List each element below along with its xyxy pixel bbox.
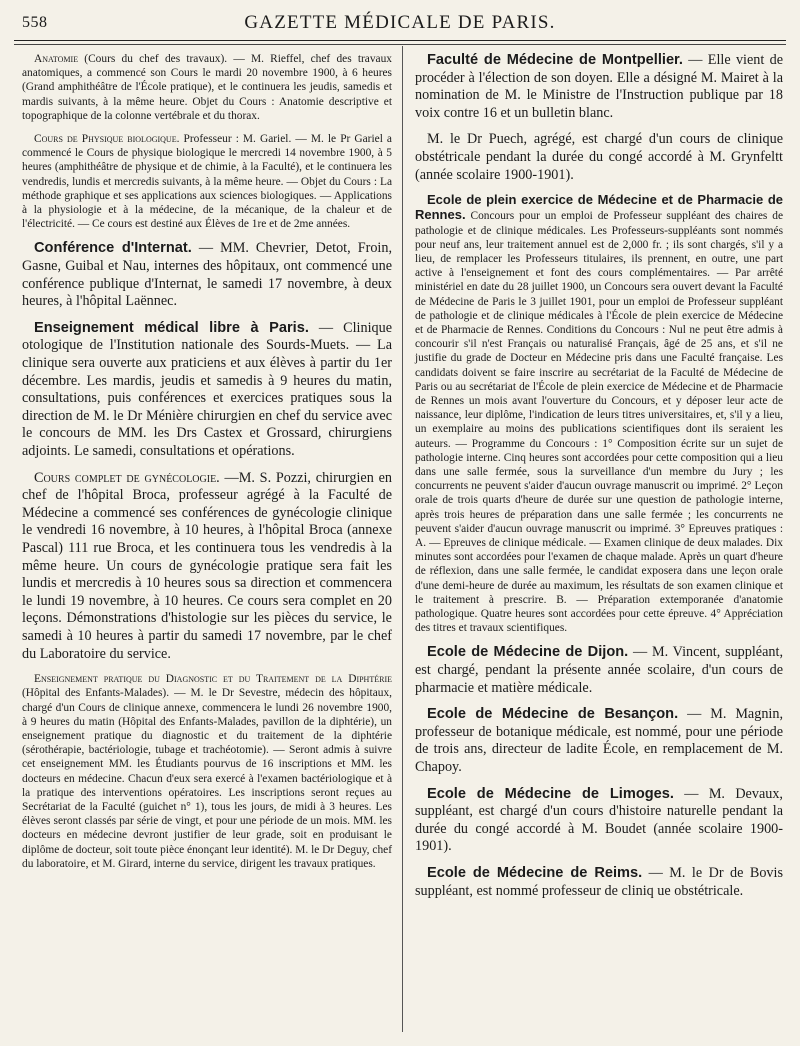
page-header — [14, 10, 786, 40]
article-anatomie — [22, 52, 392, 123]
article-body: — M. Vincent, suppléant, est chargé, pendant la présente année scolaire, d'un cours de pharmacie et matière médicale. — [415, 644, 783, 696]
article-gynecologie — [22, 470, 392, 664]
page-number: 558 — [22, 14, 48, 31]
article-heading: Ecole de Médecine de Besançon. — [427, 706, 679, 723]
article-heading: Anatomie — [34, 53, 79, 65]
article-heading: Ecole de plein exercice de Médecine et de Pharmacie de Rennes. — [415, 192, 783, 223]
article-body: (Cours du chef des travaux). — M. Rieffel, chef des travaux anatomiques, a commencé son Cours le mardi 20 novembre 1900, à 6 heures (Grand amphithéâtre de l'École pratique), et le continuera les jeudis, samedis et mardis suivants, à la même heure. Objet du Cours : Anatomie descriptive et topographique de la colonne vertébrale et du thorax. — [22, 53, 392, 122]
article-montpellier — [415, 52, 783, 122]
article-body: — MM. Chevrier, Detot, Froin, Gasne, Guibal et Nau, internes des hôpitaux, ont commencé une conférence publique d'Internat, le samedi 17 novembre, à deux heures, à l'hôpital Laënnec. — [22, 240, 393, 310]
article-diphterie — [22, 672, 392, 871]
article-conference-internat — [22, 240, 392, 310]
header-rule — [14, 40, 786, 41]
article-reims — [415, 865, 783, 900]
article-body: Concours pour un emploi de Professeur suppléant des chaires de pathologie et de clinique médicales. Les Professeurs-suppléants sont nommés pour neuf ans, leur traitement annuel est de 2,000 fr. ; ils sont chargés, s'il y a lieu, de remplacer les Professeurs titulaires, ils prennent, en outre, une part active à l'enseignement et font des cours complémentaires. — Par arrêté ministériel en date du 28 juillet 1900, un Concours sera ouvert devant la Faculté de Médecine de Paris le 3 juillet 1901, pour un emploi de Professeur suppléant de pathologie et de clinique médicales à l'École de plein exercice de Médecine et de Pharmacie de Rennes. Conditions du Concours : Nul ne peut être admis à concourir s'il n'est Français ou naturalisé Français, âgé de 25 ans, et s'il ne justifie du grade de Docteur en Médecine pris dans une Faculté française. Les candidats doivent se faire inscrire au secrétariat de la Faculté de Médecine de Paris ou au secrétariat de l'École de plein exercice de Médecine et de Pharmacie de Rennes un mois avant l'ouverture du Concours, et y déposer leur acte de naissance, leur diplôme, l'indication de leurs titres universitaires, et, s'il y a lieu, un exemplaire au moins des publications scientifiques dont ils seraient les auteurs. — Programme du Concours : 1° Composition écrite sur un sujet de pathologie interne. Cinq heures sont accordées pour cette composition qui a lieu dans une salle fermée, sous la surveillance d'un membre du Jury ; les concurrents ne peuvent s'aider d'aucun ouvrage manuscrit ou imprimé. 2° Leçon orale de trois quarts d'heure de durée sur une question de pathologie interne, après trois heures de préparation dans une salle fermée ; les concurrents ne peuvent s'aider d'aucun ouvrage manuscrit ou imprimé. 3° Epreuves pratiques : A. — Epreuves de clinique médicale. — Examen clinique de deux malades. Dix minutes sont accordées pour l'examen de chaque malade. Après un quart d'heure de réflexion, dans une salle fermée, le candidat exposera dans une leçon orale d'une demi-heure de durée au maximum, les résultats de son examen clinique et le traitement à prescrire. B. — Préparation extemporanée d'anatomie pathologique. Quatre heures sont accordées pour cette épreuve. 4° Appréciation des titres et travaux scientifiques. — [415, 210, 783, 635]
article-besancon — [415, 706, 783, 776]
left-column — [22, 52, 392, 880]
article-heading: Conférence d'Internat. — [34, 240, 192, 257]
article-heading: Ecole de Médecine de Dijon. — [427, 644, 629, 661]
article-limoges — [415, 786, 783, 856]
article-heading: Ecole de Médecine de Limoges. — [427, 785, 674, 802]
article-body: — M. Magnin, professeur de botanique médicale, est nommé, pour une période de trois ans, directeur de ladite École, en remplacement de M. Chapoy. — [415, 706, 783, 776]
article-rennes — [415, 193, 783, 635]
article-montpellier-puech — [415, 131, 783, 184]
article-body: Professeur : M. Gariel. — M. le Pr Gariel a commencé le Cours de physique biologique le mercredi 14 novembre 1900, à 5 heures (amphithéâtre de physique et de chimie, à la Faculté), et le continuera les vendredis, lundis et mercredis suivants, à la même heure. — Objet du Cours : La méthode graphique et ses applications aux sciences biologiques. — Applications à la physiologie et à la médecine, de la mécanique, de la chaleur et de l'électricité. — Ce cours est destiné aux Élèves de 1re et de 2me années. — [22, 133, 392, 231]
page-title: GAZETTE MÉDICALE DE PARIS. — [244, 12, 556, 33]
article-heading: Enseignement pratique du Diagnostic et du Traitement de la Diphtérie — [34, 673, 392, 686]
article-body: — Clinique otologique de l'Institution nationale des Sourds-Muets. — La clinique sera ouverte aux praticiens et aux élèves à partir du 1er décembre. Les mardis, jeudis et samedis à 9 heures du matin, consultations, puis conférences et exercices pratiques sous la direction de M. le Dr Ménière chirurgien en chef du service avec le concours de MM. les Drs Castex et Grossard, chirurgiens adjoints. Le samedi, consultations et opérations. — [22, 319, 392, 459]
article-heading: Cours de Physique biologique. — [34, 133, 180, 146]
article-body: M. le Dr Puech, agrégé, est chargé d'un cours de clinique obstétricale pendant la durée du congé accordé à M. Grynfeltt (année scolaire 1900-1901). — [415, 131, 783, 183]
right-column — [415, 52, 783, 909]
article-enseignement-libre — [22, 320, 392, 461]
article-body: — M. Devaux, suppléant, est chargé d'un cours d'histoire naturelle pendant la durée du congé accordé à M. Boudet (année scolaire 1900-1901). — [415, 785, 783, 855]
article-heading: Enseignement médical libre à Paris. — [34, 319, 309, 336]
header-rule-secondary — [14, 44, 786, 45]
article-heading: Ecole de Médecine de Reims. — [427, 864, 643, 881]
article-heading: Cours complet de gynécologie. — [34, 469, 220, 486]
article-body: — Elle vient de procéder à l'élection de son doyen. Elle a désigné M. Mairet à la nomination de M. le Ministre de l'Instruction publique par 18 voix contre 16 et un bulletin blanc. — [415, 52, 784, 121]
article-heading: Faculté de Médecine de Montpellier. — [427, 52, 683, 68]
article-dijon — [415, 644, 783, 697]
article-body: —M. S. Pozzi, chirurgien en chef de l'hôpital Broca, professeur agrégé à la Faculté de Médecine a commencé ses conférences de gynécologie clinique le vendredi 16 novembre, à 10 heures, à l'hôpital Broca (annexe Pascal) 111 rue Broca, et les continuera tous les vendredis à la même heure. Un cours de gynécologie pratique sera fait les lundis et mercredis à 10 heures sous sa direction et commencera le lundi 19 novembre, à 10 heures. Ce cours sera complet en 20 leçons. Démonstrations d'histologie sur les pièces du service, le samedi à 10 heures à partir du samedi 17 novembre, par le chef du Laboratoire du service. — [22, 469, 392, 662]
article-physique-biologique — [22, 132, 392, 231]
column-divider — [402, 46, 403, 1032]
article-body: (Hôpital des Enfants-Malades). — M. le Dr Sevestre, médecin des hôpitaux, chargé d'un Cours de clinique annexe, commencera le lundi 26 novembre 1900, à 9 heures du matin (Hôpital des Enfants-Malades, pavillon de la diphtérie), un enseignement pratique du diagnostic et du traitement de la diphtérie (sérothérapie, bactériologie, tubage et trachéotomie). — Seront admis à suivre cet enseignement MM. les Étudiants pourvus de 16 inscriptions et MM. les docteurs en médecine. Chacun d'eux sera exercé à l'examen bactériologique et à la pratique des interventions opératoires. Les inscriptions seront reçues au Secrétariat de la Faculté (guichet n° 1), tous les jours, de midi à 3 heures. Les élèves seront classés par série de vingt, et pour une période de un mois. MM. les docteurs en médecine devront justifier de leur grade, soit en produisant le diplôme de docteur, soit toute pièce énonçant leur identité). M. le Dr Deguy, chef du laboratoire, et M. Girard, interne du service, dirigent les travaux pratiques. — [22, 687, 392, 870]
article-body: — M. le Dr de Bovis suppléant, est nommé professeur de cliniq ue obstétricale. — [415, 864, 783, 899]
